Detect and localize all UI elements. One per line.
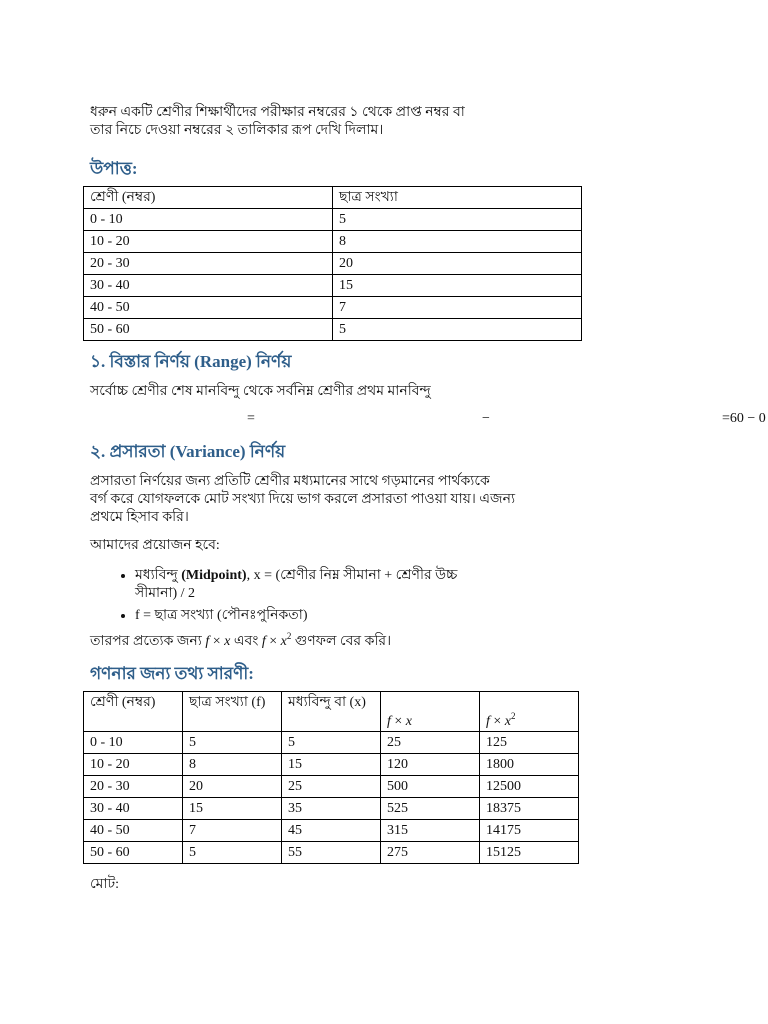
cell: 30 - 40 (84, 798, 183, 820)
cell: 125 (480, 732, 579, 754)
section-2-title-suffix: নির্ণয় (249, 442, 286, 461)
table-row (84, 319, 582, 341)
cell: 20 - 30 (84, 253, 333, 275)
calc-table-heading: গণনার জন্য তথ্য সারণী: (90, 664, 254, 683)
section-2-title: প্রসারতা (109, 442, 166, 461)
cell: 315 (381, 820, 480, 842)
cell: 120 (381, 754, 480, 776)
cell: 5 (333, 319, 582, 341)
header-fx2: $f \times x^2$ (480, 692, 579, 732)
calc-text-b: এবং (233, 634, 259, 649)
cell: 12500 (480, 776, 579, 798)
cell: 30 - 40 (84, 275, 333, 297)
cell: 500 (381, 776, 480, 798)
bullet-frequency: • f = ছাত্র সংখ্যা (পৌনঃপুনিকতা) (135, 607, 690, 625)
midpoint-formula-end: সীমানা) / 2 (135, 586, 196, 601)
section-1-title-suffix: নির্ণয় (256, 352, 292, 371)
cell: 40 - 50 (84, 297, 333, 319)
table-row (84, 732, 579, 754)
cell: 5 (282, 732, 381, 754)
cell: 18375 (480, 798, 579, 820)
cell: 0 - 10 (84, 732, 183, 754)
cell: 20 (183, 776, 282, 798)
eq-result: =60 − 0 (722, 411, 766, 426)
cell: 45 (282, 820, 381, 842)
table-row (84, 253, 582, 275)
header-midpoint: মধ্যবিন্দু বা (x) (282, 692, 381, 732)
range-equation (90, 411, 766, 433)
cell: 20 (333, 253, 582, 275)
calc-text-a: তারপর প্রত্যেক জন্য (90, 634, 202, 649)
table-row (84, 209, 582, 231)
cell: 35 (282, 798, 381, 820)
cell: 25 (381, 732, 480, 754)
data-table (83, 186, 582, 341)
intro-line-2: তার নিচে দেওয়া নম্বরের ২ তালিকার রূপ দেখি দিলাম। (90, 123, 384, 138)
cell: 5 (183, 732, 282, 754)
cell: 5 (333, 209, 582, 231)
bullet-midpoint (135, 567, 690, 603)
table-row (84, 754, 579, 776)
cell: 20 - 30 (84, 776, 183, 798)
cell: 7 (183, 820, 282, 842)
cell: 10 - 20 (84, 231, 333, 253)
calc-table (83, 691, 579, 864)
table-row (84, 820, 579, 842)
cell: 15 (333, 275, 582, 297)
table-row (84, 798, 579, 820)
cell: 10 - 20 (84, 754, 183, 776)
calc-line: তারপর প্রত্যেক জন্য f × x এবং $f \times x^2$ গুণফল বের করি। (90, 631, 392, 649)
table-row (84, 275, 582, 297)
table-header-row (84, 692, 579, 732)
table-row (84, 231, 582, 253)
intro-line-1: ধরুন একটি শ্রেণীর শিক্ষার্থীদের পরীক্ষার নম্বরের ১ থেকে প্রাপ্ত নম্বর বা (90, 105, 465, 120)
need-line: আমাদের প্রয়োজন হবে: (90, 538, 220, 553)
cell: 25 (282, 776, 381, 798)
cell: 5 (183, 842, 282, 864)
cell: 40 - 50 (84, 820, 183, 842)
header-frequency: ছাত্র সংখ্যা (f) (183, 692, 282, 732)
midpoint-en: (Midpoint) (181, 568, 247, 583)
cell: 275 (381, 842, 480, 864)
eq-minus: − (482, 411, 490, 426)
document-page (90, 104, 766, 894)
cell: 8 (333, 231, 582, 253)
section-2-body-2: বর্গ করে যোগফলকে মোট সংখ্যা দিয়ে ভাগ করলে প্রসারতা পাওয়া যায়। এজন্য (90, 492, 516, 507)
header-fx: f × x (381, 692, 480, 732)
section-2-heading (90, 441, 690, 463)
cell: 15 (282, 754, 381, 776)
table-row (84, 776, 579, 798)
eq-equals: = (247, 411, 255, 426)
section-1-title: বিস্তার নির্ণয় (109, 352, 190, 371)
cell: 50 - 60 (84, 842, 183, 864)
section-1-body: সর্বোচ্চ শ্রেণীর শেষ মানবিন্দু থেকে সর্বনিম্ন শ্রেণীর প্রথম মানবিন্দু (90, 384, 431, 399)
section-2-number: ২. (90, 442, 106, 461)
bullet-list (90, 567, 690, 625)
cell: 7 (333, 297, 582, 319)
cell: 15125 (480, 842, 579, 864)
cell: 14175 (480, 820, 579, 842)
section-2-body-1: প্রসারতা নির্ণয়ের জন্য প্রতিটি শ্রেণীর মধ্যমানের সাথে গড়মানের পার্থক্যকে (90, 474, 490, 489)
section-2-title-en: (Variance) (169, 442, 246, 461)
data-heading: উপাত্ত: (90, 159, 138, 178)
midpoint-label: মধ্যবিন্দু (135, 568, 178, 583)
cell: 55 (282, 842, 381, 864)
section-2-body-3: প্রথমে হিসাব করি। (90, 510, 189, 525)
header-class: শ্রেণী (নম্বর) (84, 187, 333, 209)
header-class: শ্রেণী (নম্বর) (84, 692, 183, 732)
cell: 8 (183, 754, 282, 776)
table-row (84, 842, 579, 864)
table-row (84, 297, 582, 319)
table-header-row (84, 187, 582, 209)
cell: 525 (381, 798, 480, 820)
section-1-number: ১. (90, 352, 106, 371)
total-label: মোট: (90, 877, 120, 892)
calc-text-c: গুণফল বের করি। (294, 634, 392, 649)
midpoint-formula: , x = (শ্রেণীর নিম্ন সীমানা + শ্রেণীর উচ্চ (246, 568, 458, 583)
cell: 15 (183, 798, 282, 820)
header-students: ছাত্র সংখ্যা (333, 187, 582, 209)
cell: 0 - 10 (84, 209, 333, 231)
cell: 50 - 60 (84, 319, 333, 341)
cell: 1800 (480, 754, 579, 776)
section-1-heading (90, 351, 690, 373)
section-1-title-en: (Range) (194, 352, 252, 371)
